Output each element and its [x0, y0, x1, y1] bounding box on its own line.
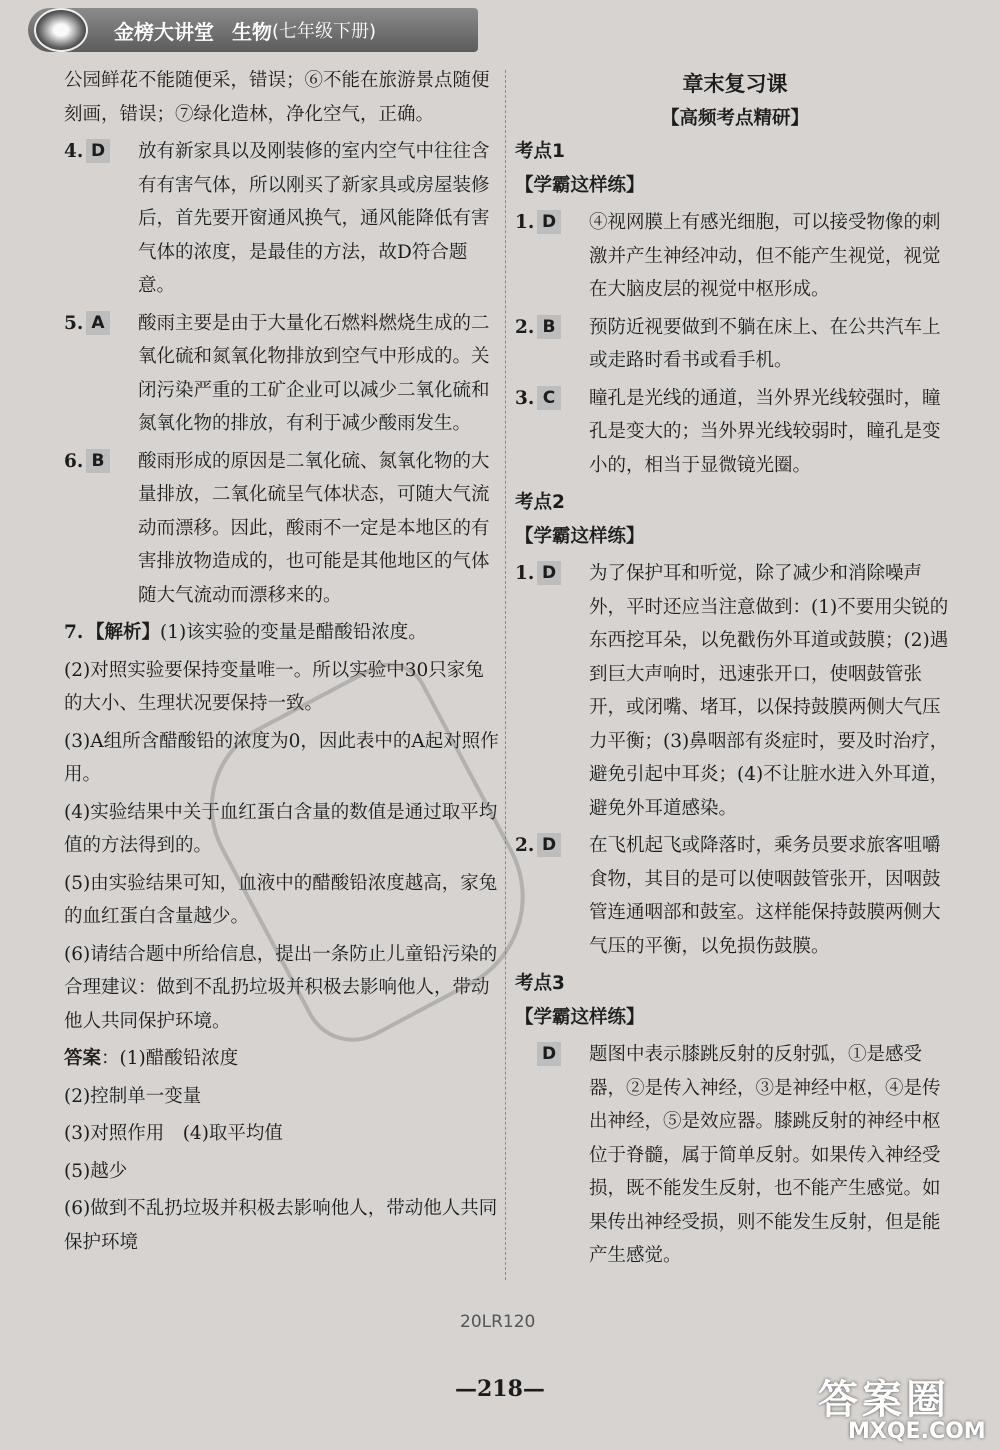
- right-column: [515, 64, 955, 1277]
- explanation-text: 瞳孔是光线的通道，当外界光线较强时，瞳孔是变大的；当外界光线较弱时，瞳孔是变小的，相当于显微镜光圈。: [589, 387, 941, 476]
- answer-badge: D: [537, 210, 561, 234]
- answer-item: ：(1)醋酸铅浓度: [101, 1048, 239, 1069]
- grade-label: (七年级下册): [272, 21, 377, 42]
- page-number: —218—: [455, 1376, 545, 1402]
- watermark-url: MXQE.COM: [848, 1419, 986, 1444]
- answer-item: (6)做到不乱扔垃圾并积极去影响他人，带动他人共同保护环境: [64, 1198, 498, 1253]
- analysis-point: (6)请结合题中所给信息，提出一条防止儿童铅污染的合理建议：做到不乱扔垃圾并积极去影响他人，带动他人共同保护环境。: [64, 943, 498, 1032]
- question-number-spacer: [515, 1038, 537, 1273]
- topic-heading-2: 考点2: [515, 492, 565, 513]
- explanation-text: 酸雨形成的原因是二氧化硫、氮氧化物的大量排放，二氧化硫呈气体状态，可随大气流动而漂移。因此，酸雨不一定是本地区的有害排放物造成的，也可能是其他地区的气体随大气流动而漂移来的。: [138, 450, 490, 606]
- question-number: 5.: [64, 312, 84, 334]
- site-watermark: [818, 1368, 986, 1444]
- question-7: [64, 616, 500, 650]
- question-5: [64, 307, 500, 441]
- topic-heading-3: 考点3: [515, 973, 565, 994]
- question-6: [64, 445, 500, 613]
- print-code: 20LR120: [460, 1312, 536, 1332]
- answer-item: (5)越少: [64, 1160, 128, 1182]
- topic1-question-1: [515, 206, 955, 307]
- topic1-question-2: [515, 311, 955, 378]
- explanation-text: 在飞机起飞或降落时，乘务员要求旅客咀嚼食物，其目的是可以使咽鼓管张开，因咽鼓管连通咽部和鼓室。这样能保持鼓膜两侧大气压的平衡，以免损伤鼓膜。: [589, 835, 941, 957]
- watermark-logo-text: 答案圈: [818, 1377, 950, 1423]
- answer-badge: B: [86, 449, 110, 473]
- topic3-question: [515, 1038, 955, 1273]
- explanation-text: 为了保护耳和听觉，除了减少和消除噪声外，平时还应当注意做到：(1)不要用尖锐的东西挖耳朵，以免戳伤外耳道或鼓膜；(2)遇到巨大声响时，迅速张开口，使咽鼓管张开，或闭嘴、堵耳，以保持鼓膜两侧大气压力平衡；(3)鼻咽部有炎症时，要及时治疗，避免引起中耳炎；(4)不让脏水进入外耳道，避免外耳道感染。: [589, 563, 949, 819]
- topic-heading-1: 考点1: [515, 141, 565, 162]
- answer-badge: D: [537, 561, 561, 585]
- topic1-question-3: [515, 382, 955, 483]
- answer-badge: A: [86, 311, 110, 335]
- subject-title: 生物: [232, 19, 272, 44]
- practice-heading-1: 【学霸这样练】: [515, 174, 645, 196]
- practice-heading-3: 【学霸这样练】: [515, 1006, 645, 1028]
- answer-badge: D: [537, 833, 561, 857]
- answer-item: (2)控制单一变量: [64, 1085, 202, 1107]
- explanation-text: ④视网膜上有感光细胞，可以接受物像的刺激并产生神经冲动，但不能产生视觉，视觉在大脑皮层的视觉中枢形成。: [589, 212, 941, 300]
- column-divider: [505, 70, 506, 1280]
- answer-badge: B: [537, 315, 561, 339]
- left-column: [64, 64, 500, 1263]
- question-number: 3.: [515, 387, 535, 409]
- question-number: 1.: [515, 563, 535, 584]
- analysis-point-1: (1)该实验的变量是醋酸铅浓度。: [160, 622, 427, 643]
- page-header: [28, 8, 478, 52]
- analysis-point: (5)由实验结果可知，血液中的醋酸铅浓度越高，家兔的血红蛋白含量越少。: [64, 872, 498, 927]
- practice-heading-2: 【学霸这样练】: [515, 525, 645, 547]
- analysis-point: (4)实验结果中关于血红蛋白含量的数值是通过取平均值的方法得到的。: [64, 801, 498, 856]
- book-logo-icon: [34, 8, 88, 52]
- analysis-point: (2)对照实验要保持变量唯一。所以实验中30只家兔的大小、生理状况要保持一致。: [64, 659, 484, 714]
- topic2-question-1: [515, 557, 955, 825]
- explanation-text: 放有新家具以及刚装修的室内空气中往往含有有害气体，所以刚买了新家具或房屋装修后，首先要开窗通风换气，通风能降低有害气体的浓度，是最佳的方法，故D符合题意。: [138, 141, 490, 296]
- analysis-first-line: [86, 616, 500, 650]
- answer-label: 答案: [64, 1048, 102, 1069]
- chapter-review-title: 章末复习课: [682, 72, 788, 96]
- analysis-point: (3)A组所含醋酸铅的浓度为0，因此表中的A起对照作用。: [64, 730, 499, 785]
- analysis-label: 【解析】: [86, 622, 161, 643]
- question-number: 2.: [515, 835, 535, 856]
- explanation-text: 酸雨主要是由于大量化石燃料燃烧生成的二氧化硫和氮氧化物排放到空气中形成的。关闭污染严重的工矿企业可以减少二氧化硫和氮氧化物的排放，有利于减少酸雨发生。: [138, 312, 490, 434]
- explanation-text: 预防近视要做到不躺在床上、在公共汽车上或走路时看书或看手机。: [589, 316, 941, 371]
- question-4: [64, 135, 500, 303]
- question-number: 2.: [515, 316, 535, 338]
- question-number: 7.: [64, 622, 84, 643]
- question-number: 6.: [64, 450, 84, 472]
- answer-badge: D: [537, 1042, 561, 1066]
- question-number: 4.: [64, 141, 84, 162]
- answer-badge: D: [86, 139, 110, 163]
- topic2-question-2: [515, 829, 955, 963]
- section-subtitle: 【高频考点精研】: [660, 107, 809, 129]
- series-title: 金榜大讲堂: [114, 19, 214, 44]
- continued-text: 公园鲜花不能随便采，错误；⑥不能在旅游景点随便刻画，错误；⑦绿化造林，净化空气，正确。: [64, 70, 490, 125]
- answer-item: (3)对照作用 (4)取平均值: [64, 1123, 283, 1144]
- explanation-text: 题图中表示膝跳反射的反射弧，①是感受器，②是传入神经，③是神经中枢，④是传出神经，⑤是效应器。膝跳反射的神经中枢位于脊髓，属于简单反射。如果传入神经受损，既不能发生反射，也不能产生感觉。如果传出神经受损，则不能发生反射，但是能产生感觉。: [589, 1044, 941, 1266]
- answer-badge: C: [537, 386, 561, 410]
- question-number: 1.: [515, 212, 535, 233]
- answer-first-line: [64, 1042, 500, 1076]
